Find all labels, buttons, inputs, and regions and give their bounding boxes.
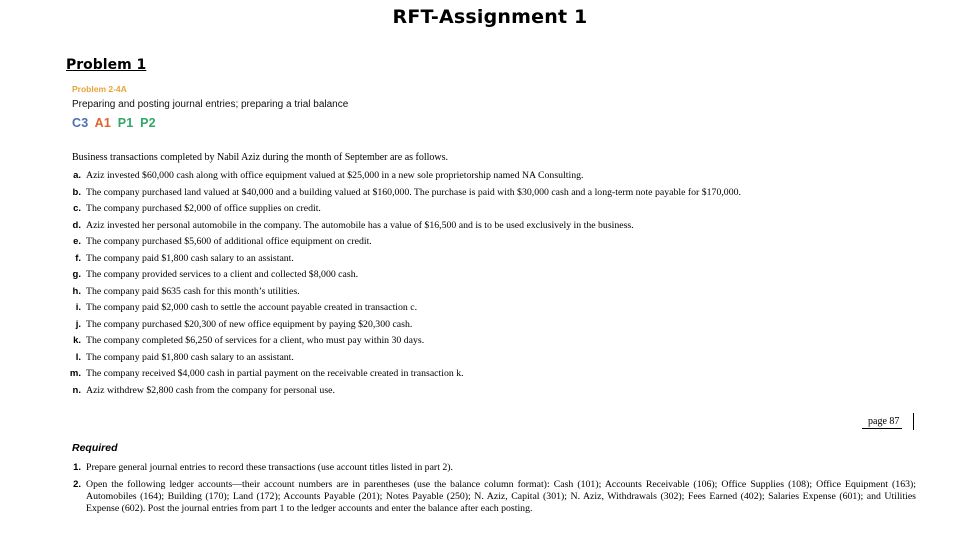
transaction-item — [64, 385, 944, 402]
transaction-text: The company purchased $5,600 of additional office equipment on credit. — [86, 236, 372, 247]
transaction-list — [64, 170, 944, 401]
page-reference: page 87 — [862, 416, 902, 429]
transaction-letter: e. — [73, 236, 81, 247]
transaction-text: Aziz invested her personal automobile in the company. The automobile has a value of $16,500 and is to be used exclusively in the business. — [86, 219, 634, 231]
transaction-item — [64, 203, 944, 220]
transaction-text: The company provided services to a client and collected $8,000 cash. — [86, 269, 359, 280]
transaction-letter: d. — [72, 219, 81, 231]
transaction-text: The company completed $6,250 of services for a client, who must pay within 30 days. — [86, 335, 425, 346]
learning-objective-codes — [72, 116, 159, 130]
transaction-letter: g. — [72, 269, 81, 280]
page-ref-divider — [913, 413, 914, 430]
transaction-item — [64, 269, 944, 286]
slide-title: RFT-Assignment 1 — [392, 6, 588, 28]
requirement-number: 2. — [73, 479, 81, 490]
problem-heading: Problem 1 — [66, 57, 147, 73]
transaction-text: The company purchased land valued at $40,000 and a building valued at $160,000. The purchase is paid with $30,000 cash and a long-term note payable for $170,000. — [86, 186, 741, 198]
requirement-item — [64, 462, 916, 474]
transaction-letter: i. — [75, 302, 81, 313]
transaction-letter: b. — [72, 186, 81, 198]
code-c3: C3 — [72, 116, 89, 130]
code-a1: A1 — [94, 116, 111, 130]
requirement-text: Prepare general journal entries to record these transactions (use account titles listed in part 2). — [86, 462, 453, 473]
transaction-text: The company paid $1,800 cash salary to an assistant. — [86, 351, 294, 363]
transaction-text: The company received $4,000 cash in partial payment on the receivable created in transaction k. — [86, 368, 464, 379]
intro-text: Business transactions completed by Nabil Aziz during the month of September are as follows. — [72, 152, 449, 163]
transaction-letter: m. — [69, 368, 81, 379]
transaction-text: The company purchased $20,300 of new office equipment by paying $20,300 cash. — [86, 318, 413, 330]
transaction-item — [64, 302, 944, 319]
requirement-text: Open the following ledger accounts—their account numbers are in parentheses (use the balance column format): Cash (101); Accounts Receivable (106); Office Supplies (108); Office Equipment (163); Automobiles (164); Building (170); Land (172); Accounts Payable (201); Notes Payable (250); N. Aziz, Capital (301); N. Aziz, Withdrawals (302); Fees Earned (402); Salaries Expense (601); and Utilities Expense (602). Post the journal entries from part 1 to the ledger accounts and enter the balance after each posting. — [86, 479, 916, 514]
transaction-item — [64, 220, 944, 237]
transaction-item — [64, 187, 944, 204]
problem-subtitle: Preparing and posting journal entries; preparing a trial balance — [72, 99, 349, 110]
transaction-letter: f. — [75, 252, 81, 264]
requirements-list — [64, 462, 916, 520]
code-p2: P2 — [140, 116, 156, 130]
transaction-letter: h. — [72, 285, 81, 297]
transaction-item — [64, 253, 944, 270]
transaction-item — [64, 236, 944, 253]
transaction-item — [64, 335, 944, 352]
transaction-item — [64, 352, 944, 369]
transaction-text: Aziz withdrew $2,800 cash from the company for personal use. — [86, 384, 335, 396]
requirement-item — [64, 479, 916, 515]
transaction-text: The company paid $1,800 cash salary to an assistant. — [86, 252, 294, 264]
transaction-item — [64, 286, 944, 303]
transaction-letter: n. — [72, 384, 81, 396]
transaction-letter: l. — [75, 351, 81, 363]
transaction-item — [64, 368, 944, 385]
problem-id: Problem 2-4A — [72, 84, 127, 94]
required-heading: Required — [72, 442, 118, 454]
transaction-text: The company paid $635 cash for this month’s utilities. — [86, 285, 300, 297]
code-p1: P1 — [117, 116, 134, 130]
requirement-number: 1. — [73, 462, 81, 473]
transaction-item — [64, 319, 944, 336]
transaction-letter: a. — [73, 170, 81, 181]
transaction-letter: k. — [73, 335, 81, 346]
transaction-text: The company purchased $2,000 of office supplies on credit. — [86, 203, 321, 214]
transaction-letter: c. — [73, 203, 81, 214]
transaction-text: The company paid $2,000 cash to settle the account payable created in transaction c. — [86, 302, 418, 313]
transaction-text: Aziz invested $60,000 cash along with office equipment valued at $25,000 in a new sole proprietorship named NA Consulting. — [86, 170, 584, 181]
transaction-letter: j. — [75, 318, 81, 330]
transaction-item — [64, 170, 944, 187]
